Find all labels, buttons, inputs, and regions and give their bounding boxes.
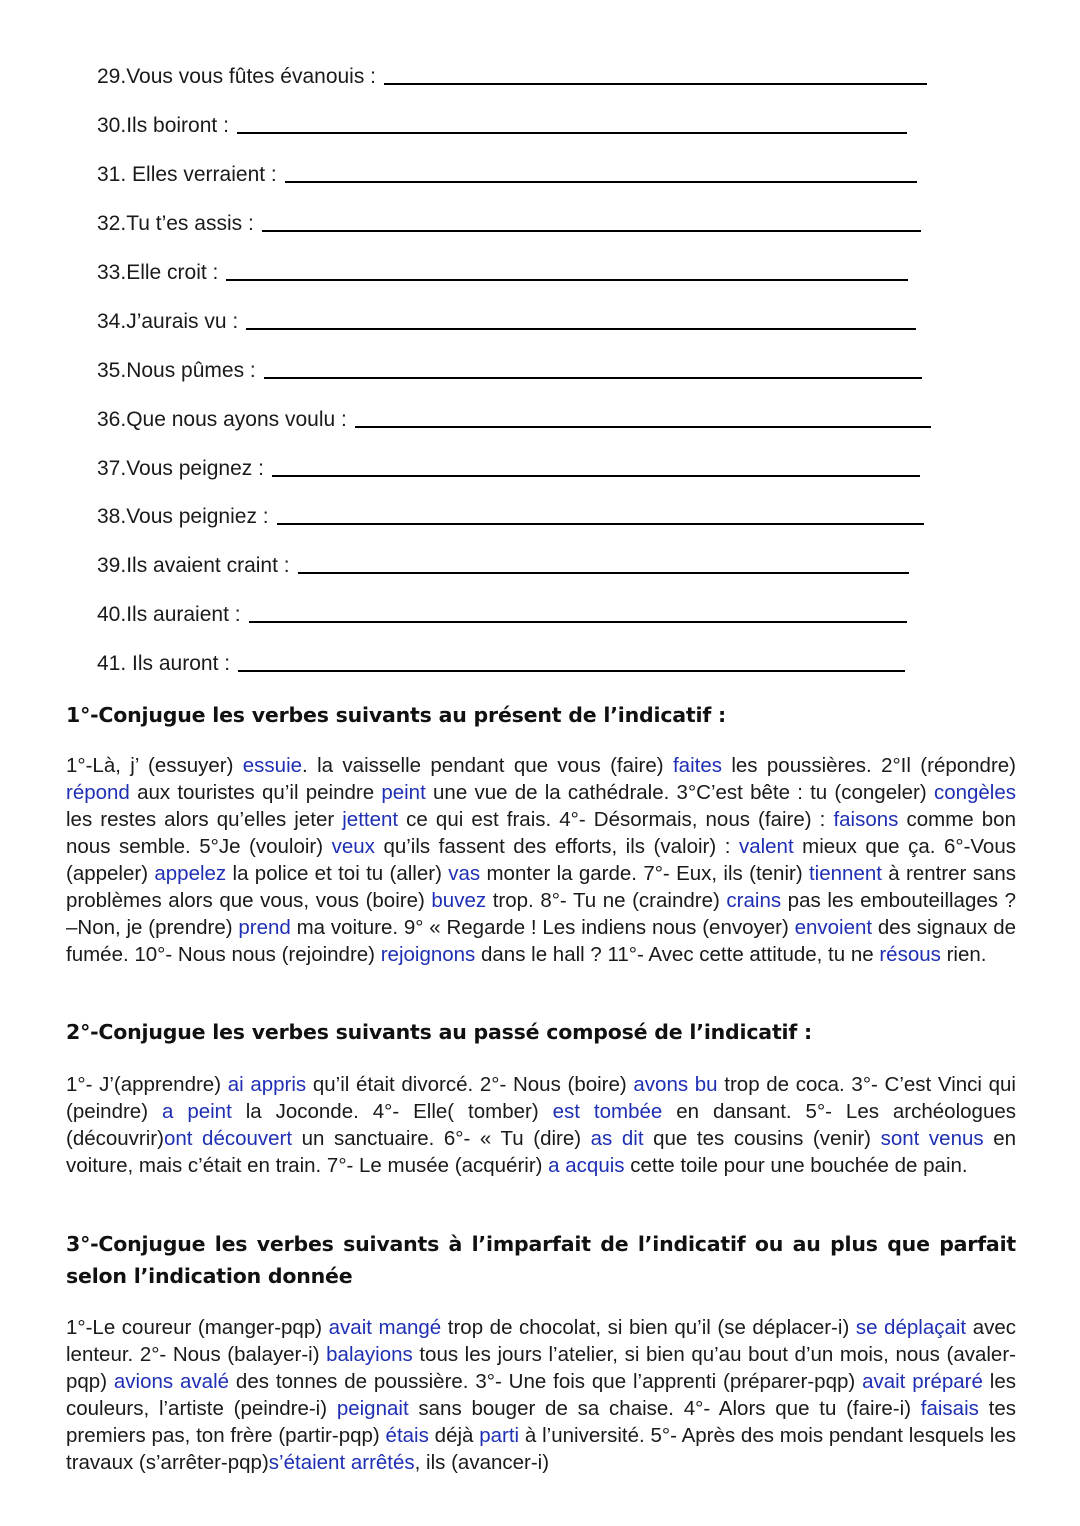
exercise-text: en dansant. 5°- Les archéologues (découvrir) (66, 1100, 1016, 1150)
exercise-text: comme bon nous semble. 5°Je (vouloir) (66, 808, 1016, 858)
exercise-text: trop. 8°- Tu ne (craindre) (486, 889, 727, 912)
exercise-text: les poussières. 2°Il (répondre) (721, 754, 1016, 777)
fill-in-label: 41. Ils auront : (97, 652, 231, 675)
answer-text: ai appris (227, 1073, 307, 1096)
exercise-text: une vue de la cathédrale. 3°C’est bête : tu (congeler) (425, 781, 934, 804)
fill-in-label: 39.Ils avaient craint : (97, 554, 290, 577)
answer-line[interactable] (272, 475, 920, 477)
answer-text: tiennent (808, 862, 882, 885)
answer-text: buvez (431, 889, 487, 912)
exercise-text: , ils (avancer-i) (414, 1451, 550, 1474)
exercise-text: mieux que ça. 6°-Vous (appeler) (66, 835, 1016, 885)
answer-text: prend (238, 916, 291, 939)
answer-line[interactable] (355, 426, 931, 428)
fill-in-row (97, 650, 905, 676)
fill-in-label: 38.Vous peigniez : (97, 505, 269, 528)
answer-text: a peint (161, 1100, 232, 1123)
answer-text: peignait (336, 1397, 409, 1420)
exercise-text: en voiture, mais c’était en train. 7°- Le musée (acquérir) (66, 1127, 1017, 1177)
exercise-text: 1°- J’(apprendre) (66, 1073, 228, 1096)
answer-line[interactable] (246, 328, 916, 330)
fill-in-row (97, 112, 907, 138)
answer-text: avions avalé (113, 1370, 230, 1393)
exercise-text: trop de chocolat, si bien qu’il (se déplacer-i) (441, 1316, 856, 1339)
exercise-text: rien. (940, 943, 987, 966)
exercise-text: qu’ils fassent des efforts, ils (valoir) : (374, 835, 739, 858)
exercise-text: à rentrer sans problèmes alors que vous, vous (boire) (66, 862, 1016, 912)
fill-in-label: 29.Vous vous fûtes évanouis : (97, 65, 377, 88)
fill-in-row (97, 161, 917, 187)
answer-text: vas (448, 862, 481, 885)
fill-in-row (97, 210, 921, 236)
exercise-text: qu’il était divorcé. 2°- Nous (boire) (306, 1073, 634, 1096)
answer-text: s’étaient arrêtés (268, 1451, 415, 1474)
exercise-text: cette toile pour une bouchée de pain. (624, 1154, 968, 1177)
exercise-text: aux touristes qu’il peindre (129, 781, 382, 804)
answer-text: appelez (154, 862, 227, 885)
exercise-text: 1°-Le coureur (manger-pqp) (66, 1316, 329, 1339)
exercise-2-text (66, 1071, 1016, 1179)
fill-in-label: 33.Elle croit : (97, 261, 219, 284)
answer-text: faites (672, 754, 722, 777)
answer-text: parti (479, 1424, 520, 1447)
exercise-text: la police et toi tu (aller) (226, 862, 449, 885)
answer-line[interactable] (277, 523, 924, 525)
answer-line[interactable] (298, 572, 909, 574)
exercise-text: les restes alors qu’elles jeter (66, 808, 343, 831)
fill-in-label: 35.Nous pûmes : (97, 359, 256, 382)
answer-text: peint (381, 781, 426, 804)
answer-text: envoient (794, 916, 873, 939)
answer-text: balayions (326, 1343, 413, 1366)
answer-line[interactable] (249, 621, 907, 623)
exercise-text: sans bouger de sa chaise. 4°- Alors que tu (faire-i) (408, 1397, 921, 1420)
answer-text: étais (385, 1424, 429, 1447)
fill-in-label: 34.J’aurais vu : (97, 310, 239, 333)
answer-text: a acquis (548, 1154, 625, 1177)
fill-in-label: 40.Ils auraient : (97, 603, 241, 626)
fill-in-row (97, 357, 922, 383)
answer-line[interactable] (226, 279, 908, 281)
answer-line[interactable] (237, 132, 907, 134)
exercise-text: ce qui est frais. 4°- Désormais, nous (faire) : (398, 808, 834, 831)
exercise-text: monter la garde. 7°- Eux, ils (tenir) (480, 862, 809, 885)
answer-text: avons bu (633, 1073, 718, 1096)
fill-in-row (97, 259, 908, 285)
answer-text: sont venus (880, 1127, 984, 1150)
fill-in-row (97, 406, 931, 432)
exercise-3-heading: 3°-Conjugue les verbes suivants à l’imparfait de l’indicatif ou au plus que parfait selon l’indication donnée (66, 1232, 1016, 1288)
exercise-text: les couleurs, l’artiste (peindre-i) (66, 1370, 1016, 1420)
answer-text: faisons (833, 808, 899, 831)
fill-in-row (97, 455, 920, 481)
answer-text: résous (879, 943, 941, 966)
answer-text: veux (331, 835, 375, 858)
exercise-text: trop de coca. 3°- C’est Vinci qui (peindre) (66, 1073, 1016, 1123)
answer-line[interactable] (384, 83, 927, 85)
fill-in-label: 36.Que nous ayons voulu : (97, 408, 347, 431)
exercise-text: . la vaisselle pendant que vous (faire) (302, 754, 673, 777)
exercise-text: la Joconde. 4°- Elle( tomber) (231, 1100, 553, 1123)
answer-text: jettent (342, 808, 399, 831)
answer-text: faisais (920, 1397, 979, 1420)
answer-line[interactable] (262, 230, 921, 232)
exercise-text: déjà (428, 1424, 480, 1447)
answer-text: congèles (933, 781, 1016, 804)
exercise-text: avec lenteur. 2°- Nous (balayer-i) (66, 1316, 1016, 1366)
fill-in-row (97, 63, 927, 89)
answer-line[interactable] (238, 670, 905, 672)
exercise-text: tes premiers pas, ton frère (partir-pqp) (66, 1397, 1016, 1447)
fill-in-row (97, 552, 909, 578)
answer-text: avait mangé (328, 1316, 442, 1339)
answer-text: valent (738, 835, 794, 858)
exercise-2-heading: 2°-Conjugue les verbes suivants au passé composé de l’indicatif : (66, 1020, 813, 1044)
exercise-text: un sanctuaire. 6°- « Tu (dire) (292, 1127, 591, 1150)
answer-line[interactable] (264, 377, 922, 379)
answer-text: crains (726, 889, 782, 912)
exercise-text: des signaux de fumée. 10°- Nous nous (rejoindre) (66, 916, 1016, 966)
exercise-text: tous les jours l’atelier, si bien qu’au bout d’un mois, nous (avaler-pqp) (66, 1343, 1016, 1393)
exercise-text: dans le hall ? 11°- Avec cette attitude, tu ne (475, 943, 880, 966)
answer-text: avait préparé (862, 1370, 983, 1393)
answer-text: répond (66, 781, 130, 804)
fill-in-row (97, 601, 907, 627)
fill-in-row (97, 308, 916, 334)
answer-text: est tombée (552, 1100, 663, 1123)
exercise-text: à l’université. 5°- Après des mois pendant lesquels les travaux (s’arrêter-pqp) (66, 1424, 1016, 1474)
answer-line[interactable] (285, 181, 917, 183)
fill-in-row (97, 503, 924, 529)
exercise-text: que tes cousins (venir) (643, 1127, 881, 1150)
answer-text: as dit (590, 1127, 644, 1150)
fill-in-label: 31. Elles verraient : (97, 163, 277, 186)
exercise-1-text (66, 752, 1016, 968)
exercise-3-text (66, 1314, 1016, 1476)
answer-text: rejoignons (380, 943, 476, 966)
exercise-1-heading: 1°-Conjugue les verbes suivants au présent de l’indicatif : (66, 703, 726, 727)
exercise-text: 1°-Là, j’ (essuyer) (66, 754, 243, 777)
fill-in-label: 32.Tu t’es assis : (97, 212, 254, 235)
answer-text: essuie (242, 754, 303, 777)
fill-in-label: 37.Vous peignez : (97, 457, 264, 480)
answer-text: ont découvert (163, 1127, 293, 1150)
answer-text: se déplaçait (855, 1316, 967, 1339)
fill-in-label: 30.Ils boiront : (97, 114, 229, 137)
exercise-text: des tonnes de poussière. 3°- Une fois que l’apprenti (préparer-pqp) (229, 1370, 863, 1393)
exercise-text: ma voiture. 9° « Regarde ! Les indiens nous (envoyer) (290, 916, 795, 939)
exercise-text: pas les embouteillages ? –Non, je (prendre) (66, 889, 1016, 939)
